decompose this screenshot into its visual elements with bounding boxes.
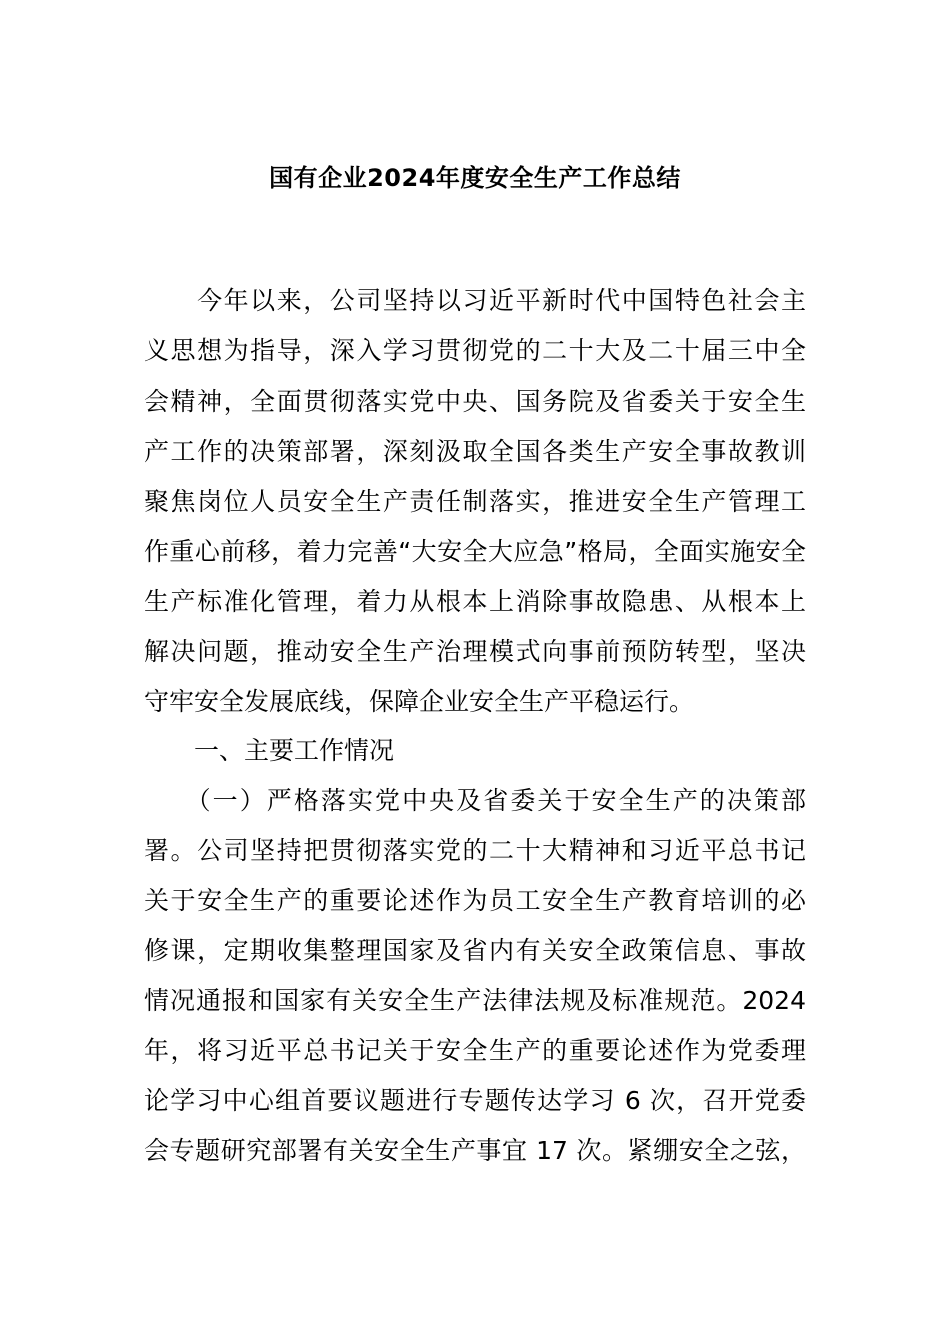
body-line: 年，将习近平总书记关于安全生产的重要论述作为党委理 xyxy=(144,1036,806,1065)
section-heading: 一、主要工作情况 xyxy=(144,736,395,765)
body-line: （一）严格落实党中央及省委关于安全生产的决策部 xyxy=(144,786,806,815)
body-line: 解决问题，推动安全生产治理模式向事前预防转型，坚决 xyxy=(144,637,806,666)
body-line: 聚焦岗位人员安全生产责任制落实，推进安全生产管理工 xyxy=(144,487,806,516)
body-line: 守牢安全发展底线，保障企业安全生产平稳运行。 xyxy=(144,687,695,716)
body-line: 生产标准化管理，着力从根本上消除事故隐患、从根本上 xyxy=(144,587,806,616)
body-line: 署。公司坚持把贯彻落实党的二十大精神和习近平总书记 xyxy=(144,836,806,865)
body-line: 修课，定期收集整理国家及省内有关安全政策信息、事故 xyxy=(144,936,806,965)
body-line: 关于安全生产的重要论述作为员工安全生产教育培训的必 xyxy=(144,886,806,915)
body-line: 会精神，全面贯彻落实党中央、国务院及省委关于安全生 xyxy=(144,387,806,416)
body-line: 会专题研究部署有关安全生产事宜 17 次。紧绷安全之弦， xyxy=(144,1136,806,1165)
body-line: 义思想为指导，深入学习贯彻党的二十大及二十届三中全 xyxy=(144,336,806,365)
body-line: 论学习中心组首要议题进行专题传达学习 6 次，召开党委 xyxy=(144,1086,806,1115)
body-line: 产工作的决策部署，深刻汲取全国各类生产安全事故教训 xyxy=(144,437,806,466)
document-title: 国有企业2024年度安全生产工作总结 xyxy=(269,164,681,192)
body-line: 今年以来，公司坚持以习近平新时代中国特色社会主 xyxy=(144,286,806,315)
body-line: 作重心前移，着力完善“大安全大应急”格局，全面实施安全 xyxy=(144,537,806,566)
body-line: 情况通报和国家有关安全生产法律法规及标准规范。2024 xyxy=(144,986,806,1015)
